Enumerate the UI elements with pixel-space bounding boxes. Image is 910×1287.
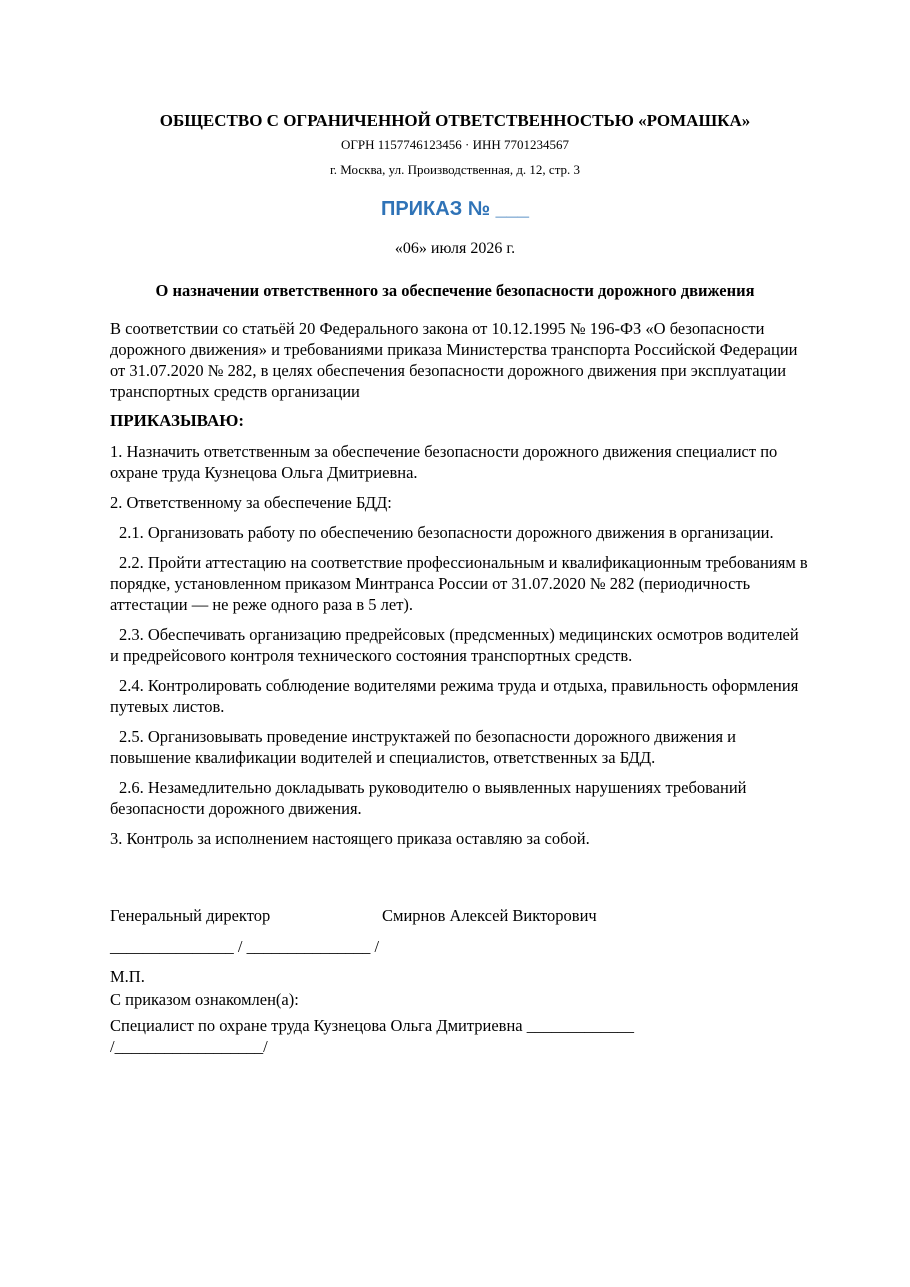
organization-address: г. Москва, ул. Производственная, д. 12, стр. 3: [329, 162, 581, 177]
acknowledger-signature-line: /__________________/: [110, 1037, 268, 1056]
signatory-name: Смирнов Алексей Викторович: [382, 906, 597, 925]
order-directive: ПРИКАЗЫВАЮ:: [110, 411, 245, 430]
order-item: 1. Назначить ответственным за обеспечение безопасности дорожного движения специалист по охране труда Кузнецова Ольга Дмитриевна.: [110, 442, 778, 482]
acknowledgement-signature: [110, 1015, 830, 1057]
registration-numbers: ОГРН 1157746123456 · ИНН 7701234567: [340, 137, 570, 152]
order-subitem: 2.2. Пройти аттестацию на соответствие профессиональным и квалификационным требованиям в порядке, установленном приказом Минтранса России от 31.07.2020 № 282 (периодичность аттестации — не реже одного раза в 5 лет).: [110, 553, 808, 614]
order-date: «06» июля 2026 г.: [394, 240, 516, 257]
preamble: В соответствии со статьёй 20 Федерального закона от 10.12.1995 № 196-ФЗ «О безопасности дорожного движения» и требованиями приказа Министерства транспорта Российской Федерации от 31.07.2020 № 282, в целях обеспечения безопасности дорожного движения при эксплуатации транспортных средств организации: [110, 319, 798, 401]
order-subitem: 2.4. Контролировать соблюдение водителями режима труда и отдыха, правильность оформления путевых листов.: [110, 676, 799, 716]
order-subitem: 2.3. Обеспечивать организацию предрейсовых (предсменных) медицинских осмотров водителей и предрейсового контроля технического состояния транспортных средств.: [110, 625, 799, 665]
order-subitem: 2.5. Организовывать проведение инструктажей по безопасности дорожного движения и повышение квалификации водителей и специалистов, ответственных за БДД.: [110, 727, 737, 767]
signatory-position: Генеральный директор: [110, 906, 271, 925]
order-item: 2. Ответственному за обеспечение БДД:: [110, 493, 392, 512]
order-subitem: 2.6. Незамедлительно докладывать руководителю о выявленных нарушениях требований безопасности дорожного движения.: [110, 778, 747, 818]
signature-line: _______________ / _______________ /: [110, 937, 380, 956]
acknowledgement-label: С приказом ознакомлен(а):: [110, 990, 299, 1009]
stamp-placeholder: М.П.: [110, 967, 145, 986]
order-body: [110, 318, 810, 858]
order-item: 3. Контроль за исполнением настоящего приказа оставляю за собой.: [110, 829, 590, 848]
signature-block: [110, 905, 830, 926]
order-subitem: 2.1. Организовать работу по обеспечению безопасности дорожного движения в организации.: [119, 523, 774, 542]
order-title: ПРИКАЗ № ___: [380, 198, 530, 220]
acknowledger-name: Специалист по охране труда Кузнецова Ольга Дмитриевна _____________: [110, 1016, 634, 1035]
order-subject: О назначении ответственного за обеспечение безопасности дорожного движения: [155, 281, 755, 300]
organization-name: ОБЩЕСТВО С ОГРАНИЧЕННОЙ ОТВЕТСТВЕННОСТЬЮ «РОМАШКА»: [159, 111, 751, 130]
